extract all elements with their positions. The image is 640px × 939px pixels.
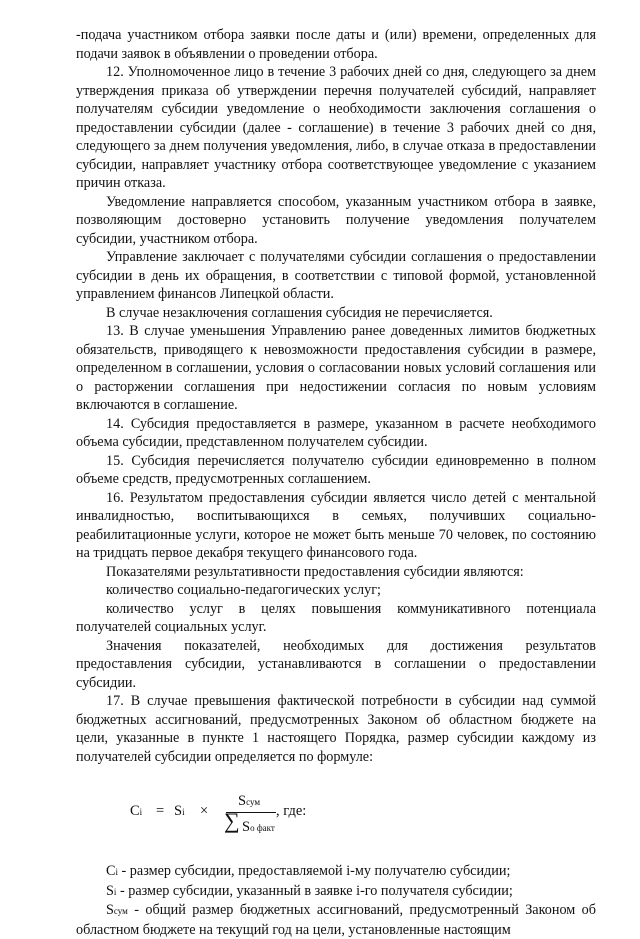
paragraph: 16. Результатом предоставления субсидии является число детей с ментальной инвалидностью, воспитывающихся в семьях, получивших социально-реабилитационные услуги, которое не может быть меньше 70 человек, по состоянию на тридцать первое декабря текущего финансового года. (76, 489, 596, 561)
definition-ssum: Sсум - общий размер бюджетных ассигнований, предусмотренный Законом об областном бюджете на текущий год на цели, установленные настоящим (76, 902, 596, 938)
definition-ci: Ci - размер субсидии, предоставляемой i-му получателю субсидии; (106, 863, 511, 879)
paragraph: Управление заключает с получателями субсидии соглашения о предоставлении субсидии в день их обращения, в соответствии с типовой формой, установленной управлением финансов Липецкой области. (76, 249, 596, 302)
paragraph: 13. В случае уменьшения Управлению ранее доведенных лимитов бюджетных обязательств, приводящего к невозможности предоставления субсидии в размере, определенном в соглашении, условия о согласовании новых условий соглашения или о расторжении соглашения при недостижении согласия по новым условиям включаются в соглашение. (76, 323, 596, 413)
definition-si: Si - размер субсидии, указанный в заявке i-го получателя субсидии; (106, 882, 513, 899)
paragraph: -подача участником отбора заявки после даты и (или) времени, определенных для подачи заявок в объявлении о проведении отбора. (76, 27, 596, 62)
body-text (76, 26, 596, 766)
paragraph: В случае незаключения соглашения субсидия не перечисляется. (106, 304, 493, 321)
formula-numerator: Sсум (238, 793, 261, 809)
paragraph: Уведомление направляется способом, указанным участником отбора в заявке, позволяющим достоверно установить получение уведомления получателем субсидии, участником отбора. (76, 193, 596, 247)
paragraph: Значения показателей, необходимых для достижения результатов предоставления субсидии, устанавливаются в соглашении о предоставлении субсидии. (76, 637, 596, 691)
document-page (76, 26, 596, 939)
sigma-symbol: ∑ (224, 808, 240, 833)
formula-lhs: Ci (130, 803, 143, 819)
paragraph: количество услуг в целях повышения коммуникативного потенциала получателей социальных услуг. (76, 600, 596, 635)
definitions (76, 862, 596, 939)
paragraph: 12. Уполномоченное лицо в течение 3 рабочих дней со дня, следующего за днем утверждения приказа об утверждении перечня получателей субсидий, направляет получателям субсидии уведомление о необходимости заключения соглашения о предоставлении субсидии (далее - соглашение) в течение 3 рабочих дней со дня, следующего за днем получения уведомления, либо, в случае отказа в предоставлении субсидии, направляет участнику отбора соответствующее уведомление с указанием причин отказа. (76, 64, 596, 191)
paragraph: 15. Субсидия перечисляется получателю субсидии единовременно в полном объеме средств, предусмотренных соглашением. (76, 452, 596, 487)
formula (130, 788, 596, 846)
formula-times: × (200, 803, 209, 819)
formula-eq: = (156, 803, 165, 819)
paragraph: Показателями результативности предоставления субсидии являются: (106, 563, 524, 580)
paragraph: 14. Субсидия предоставляется в размере, указанном в расчете необходимого объема субсидии, представленном получателем субсидии. (76, 415, 596, 450)
paragraph: 17. В случае превышения фактической потребности в субсидии над суммой бюджетных ассигнований, предусмотренных Законом об областном бюджете на цели, указанные в пункте 1 настоящего Порядка, размер субсидии каждому из получателей субсидии определяется по формуле: (76, 693, 596, 765)
paragraph: количество социально-педагогических услуг; (106, 582, 381, 598)
formula-s: Si (174, 803, 185, 819)
formula-denominator: Sо факт (242, 819, 275, 835)
formula-tail: , где: (276, 803, 307, 819)
